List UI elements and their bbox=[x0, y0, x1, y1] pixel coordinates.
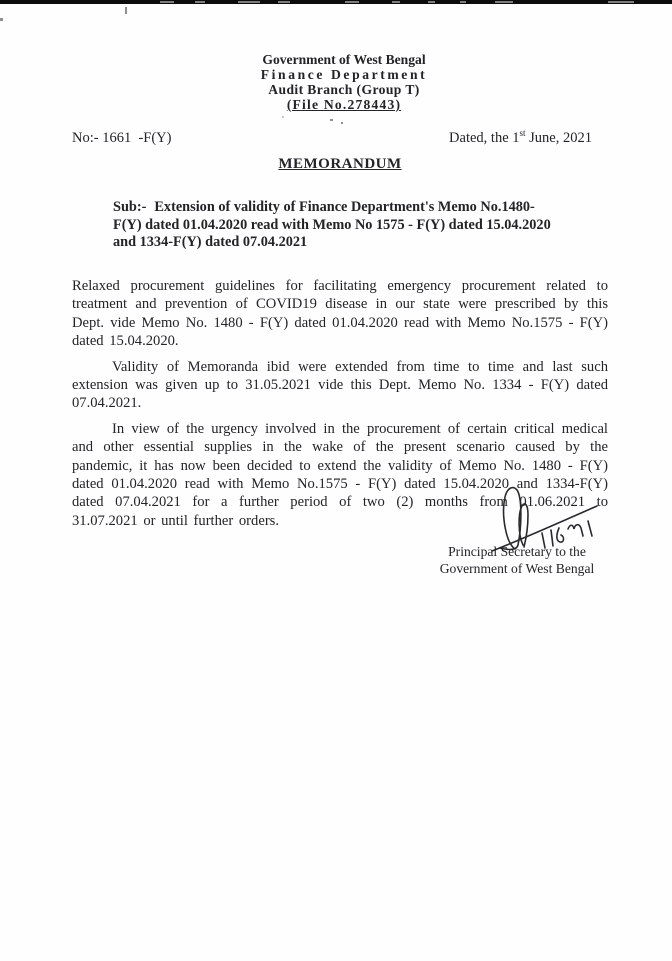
paragraph-1: Relaxed procurement guidelines for facilitating emergency procurement related to treatment and prevention of COVID19 disease in our state were prescribed by this Dept. vide Memo No. 1480 - F(Y) dated 01.04.2020 read with Memo No.1575 - F(Y) dated 15.04.2020. bbox=[72, 278, 608, 350]
signatory-org: Government of West Bengal bbox=[439, 560, 595, 576]
scan-artifact-bar bbox=[0, 0, 672, 4]
reference-line bbox=[72, 130, 592, 147]
subject-block bbox=[113, 199, 565, 252]
scan-speck bbox=[282, 116, 284, 118]
letterhead-file-number: (File No.278443) bbox=[286, 97, 402, 112]
memo-date-ordinal: st bbox=[519, 128, 526, 139]
scan-speck bbox=[330, 119, 333, 121]
paragraph-2: Validity of Memoranda ibid were extended from time to time and last such extension was given up to 31.05.2021 vide this Dept. Memo No. 1334 - F(Y) dated 07.04.2021. bbox=[72, 358, 608, 412]
letterhead-branch: Audit Branch (Group T) bbox=[268, 82, 420, 97]
letterhead-government: Government of West Bengal bbox=[262, 52, 426, 67]
memo-number: No:- 1661 -F(Y) bbox=[72, 130, 172, 146]
scan-speck bbox=[125, 7, 127, 14]
subject-label: Sub:- bbox=[113, 199, 147, 215]
paragraph-3: In view of the urgency involved in the procurement of certain critical medical and other essential supplies in the wake of the present scenario caused by the pandemic, it has now been decided to extend the validity of Memo No. 1480 - F(Y) dated 01.04.2020 read with Memo No.1575 - F(Y) dated 15.04.2020 and 1334-F(Y) dated 07.04.2021 for a further period of two (2) months from 01.06.2021 to 31.07.2021 or until further orders. bbox=[72, 420, 608, 529]
signatory-title: Principal Secretary to the bbox=[448, 544, 586, 559]
letterhead bbox=[8, 52, 672, 112]
document-title: MEMORANDUM bbox=[278, 156, 402, 172]
signature-block bbox=[438, 544, 596, 577]
subject-text: Extension of validity of Finance Department's Memo No.1480- F(Y) dated 01.04.2020 read with Memo No 1575 - F(Y) dated 15.04.2020 and 1334-F(Y) dated 07.04.2021 bbox=[113, 199, 551, 250]
scan-speck bbox=[0, 18, 3, 21]
letterhead-department: Finance Department bbox=[260, 67, 428, 82]
memo-date-text: Dated, the 1 bbox=[449, 130, 520, 146]
memo-date-rest: June, 2021 bbox=[525, 130, 592, 146]
memo-date bbox=[449, 130, 592, 147]
scan-speck bbox=[341, 122, 343, 124]
